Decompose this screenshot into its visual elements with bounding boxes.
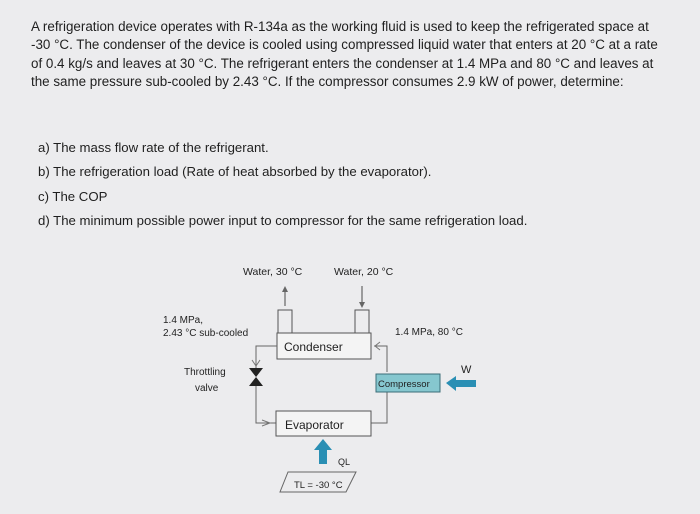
condenser-exit-pressure: 1.4 MPa, <box>163 315 204 326</box>
work-input-arrow <box>446 376 476 391</box>
water-in-arrow <box>359 286 365 308</box>
throttling-label-2: valve <box>195 383 219 394</box>
water-out-label: Water, 30 °C <box>243 266 303 278</box>
condenser-exit-subcool: 2.43 °C sub-cooled <box>163 328 249 339</box>
throttling-valve-icon <box>249 368 263 386</box>
throttling-label-1: Throttling <box>184 367 226 378</box>
work-label: W <box>461 364 472 376</box>
question-b: b) The refrigeration load (Rate of heat absorbed by the evaporator). <box>38 164 432 180</box>
evaporator-label: Evaporator <box>285 418 344 432</box>
water-out-arrow <box>282 286 288 306</box>
condenser-label: Condenser <box>284 340 343 354</box>
water-in-label: Water, 20 °C <box>334 266 394 278</box>
compressor-label: Compressor <box>378 379 430 390</box>
heat-label: QL <box>338 457 351 467</box>
question-d: d) The minimum possible power input to compressor for the same refrigeration load. <box>38 212 528 228</box>
problem-statement: A refrigeration device operates with R-134a as the working fluid is used to keep the refrigerated space at -30 °C. The condenser of the device is cooled using compressed liquid water that enters at 20 °C at a rate of 0.4 kg/s and leaves at 30 °C. The refrigerant enters the condenser at 1.4 MPa and 80 °C and leaves at the same pressure sub-cooled by 2.43 °C. If the compressor consumes 2.9 kW of power, determine: <box>31 19 658 90</box>
space-temperature-label: TL = -30 °C <box>294 480 343 491</box>
heat-input-arrow <box>314 439 332 464</box>
condenser-inlet-label: 1.4 MPa, 80 °C <box>395 327 463 338</box>
question-c: c) The COP <box>38 188 108 204</box>
question-a: a) The mass flow rate of the refrigerant. <box>38 140 269 155</box>
